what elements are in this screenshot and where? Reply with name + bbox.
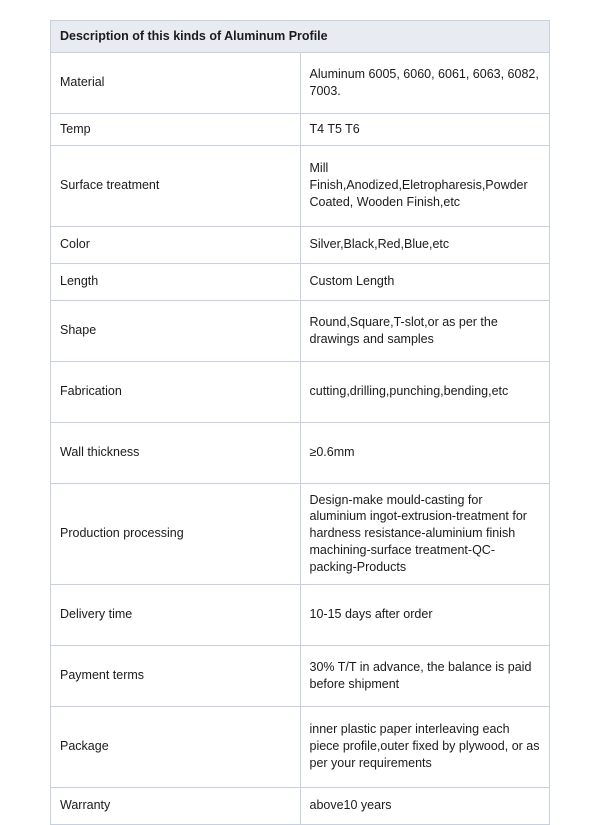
row-value: Design-make mould-casting for aluminium ingot-extrusion-treatment for hardness resistance-aluminium finish machining-surface treatment-QC-packing-Products [300,483,550,584]
row-value: 10-15 days after order [300,584,550,645]
table-row [51,706,550,787]
page-title: Description of this kinds of Aluminum Profile [51,21,550,53]
table-row [51,52,550,113]
row-value: T4 T5 T6 [300,113,550,145]
table-row [51,226,550,263]
table-row [51,787,550,824]
row-label: Material [51,52,301,113]
row-label: Production processing [51,483,301,584]
row-value: Round,Square,T-slot,or as per the drawings and samples [300,300,550,361]
specification-table [50,20,550,825]
row-value: ≥0.6mm [300,422,550,483]
row-value: 30% T/T in advance, the balance is paid before shipment [300,645,550,706]
row-label: Warranty [51,787,301,824]
row-label: Temp [51,113,301,145]
row-label: Delivery time [51,584,301,645]
row-value: cutting,drilling,punching,bending,etc [300,361,550,422]
table-row [51,483,550,584]
row-label: Color [51,226,301,263]
row-label: Payment terms [51,645,301,706]
specification-table-wrapper [50,20,550,825]
table-row [51,263,550,300]
table-row [51,300,550,361]
row-label: Length [51,263,301,300]
table-row [51,361,550,422]
table-row [51,145,550,226]
table-row [51,113,550,145]
table-row [51,584,550,645]
row-value: Mill Finish,Anodized,Eletropharesis,Powder Coated, Wooden Finish,etc [300,145,550,226]
row-value: Custom Length [300,263,550,300]
table-title-row [51,21,550,53]
table-row [51,645,550,706]
row-value: inner plastic paper interleaving each piece profile,outer fixed by plywood, or as per your requirements [300,706,550,787]
row-value: above10 years [300,787,550,824]
row-label: Fabrication [51,361,301,422]
table-row [51,422,550,483]
row-label: Package [51,706,301,787]
row-label: Wall thickness [51,422,301,483]
row-label: Shape [51,300,301,361]
row-value: Aluminum 6005, 6060, 6061, 6063, 6082, 7003. [300,52,550,113]
row-label: Surface treatment [51,145,301,226]
row-value: Silver,Black,Red,Blue,etc [300,226,550,263]
